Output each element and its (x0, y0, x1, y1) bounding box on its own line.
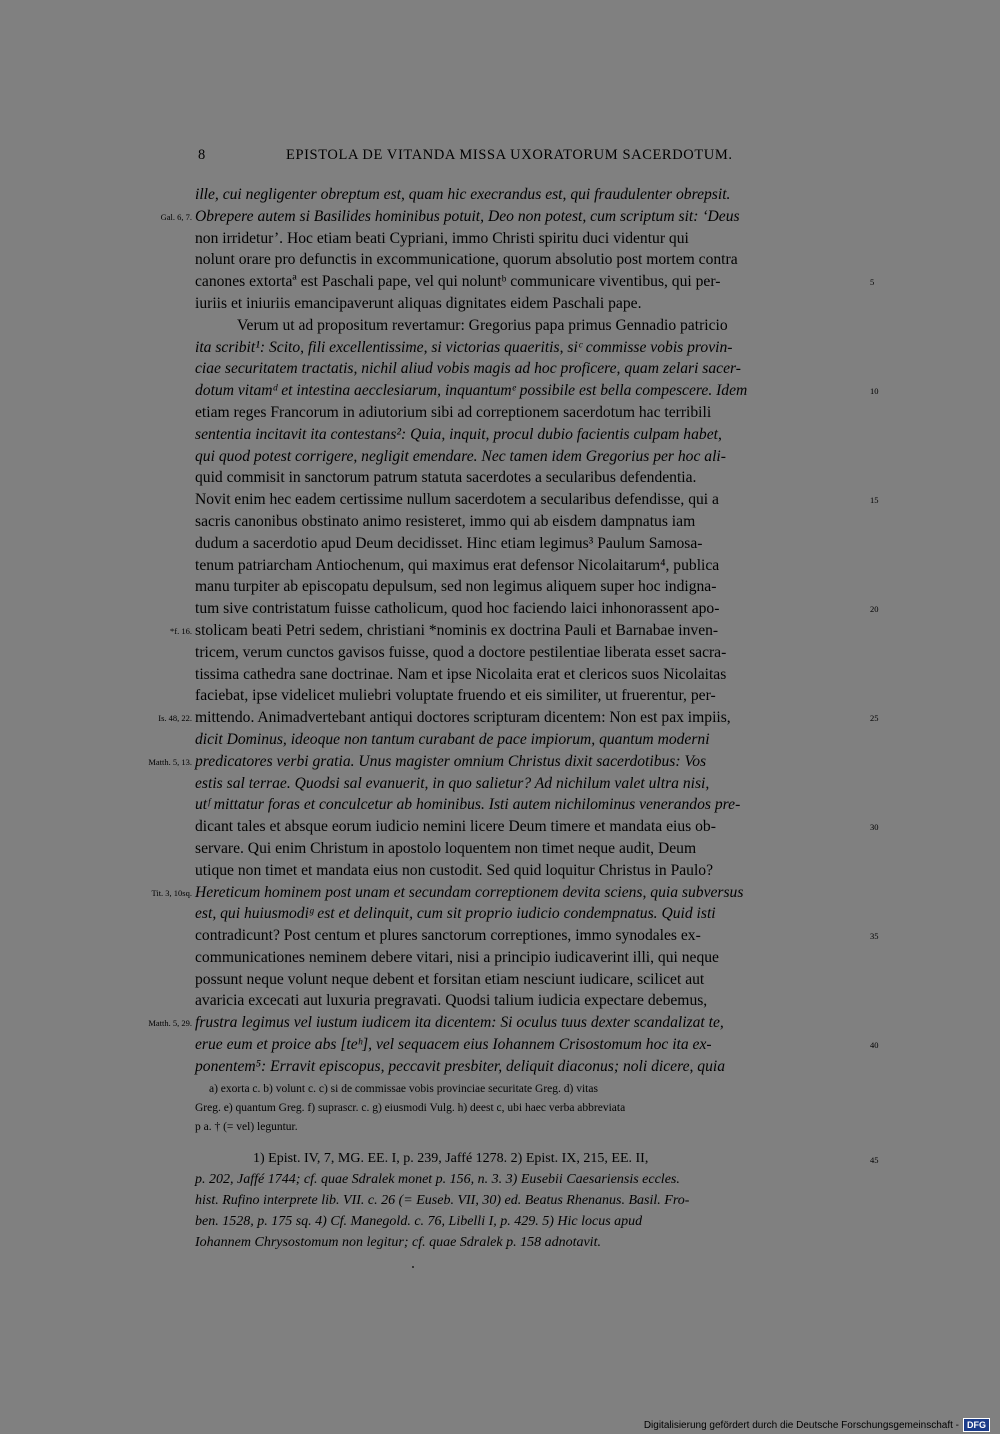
text-line: avaricia excecati aut luxuria pregravati. Quodsi talium iudicia expectare debemus, (195, 992, 708, 1010)
footer-credit (644, 1418, 990, 1432)
line-number: 20 (870, 604, 879, 615)
margin-reference: Tit. 3, 10sq. (151, 887, 192, 898)
apparatus-line: Greg. e) quantum Greg. f) suprascr. c. g) eiusmodi Vulg. h) deest c, ubi haec verba abbreviata (195, 1102, 626, 1114)
text-line: erue eum et proice abs [teʰ], vel sequacem eius Iohannem Crisostomum hoc ita ex- (195, 1036, 712, 1054)
footnote-line: Iohannem Chrysostomum non legitur; cf. quae Sdralek p. 158 adnotavit. (195, 1235, 601, 1250)
text-line: dicit Dominus, ideoque non tantum curabant de pace impiorum, quantum moderni (195, 730, 710, 748)
line-number: 30 (870, 822, 879, 833)
footnotes (195, 1148, 865, 1253)
margin-reference: Is. 48, 22. (158, 713, 192, 724)
text-line: ille, cui negligenter obreptum est, quam hic execrandus est, qui fraudulenter obrepsit. (195, 186, 731, 203)
apparatus-line: a) exorta c. b) volunt c. c) si de commissae vobis provinciae securitate Greg. d) vitas (209, 1083, 598, 1095)
page-number: 8 (198, 147, 206, 163)
running-title: EPISTOLA DE VITANDA MISSA UXORATORUM SACERDOTUM. (286, 147, 733, 163)
line-number: 15 (870, 495, 879, 506)
margin-reference: Gal. 6, 7. (160, 211, 192, 222)
margin-reference: Matth. 5, 29. (148, 1018, 192, 1029)
text-line: etiam reges Francorum in adiutorium sibi ad correptionem sacerdotum hac terribili (195, 403, 712, 421)
text-line: est, qui huiusmodiᵍ est et delinquit, cum sit proprio iudicio condempnatus. Quid isti (195, 905, 716, 923)
footnote-line: 1) Epist. IV, 7, MG. EE. I, p. 239, Jaffé 1278. 2) Epist. IX, 215, EE. II, (253, 1151, 649, 1166)
text-line: manu turpiter ab episcopatu depulsum, sed non legimus aliquem super hoc indigna- (195, 578, 717, 596)
text-line: nolunt orare pro defunctis in excommunicatione, quorum absolutio post mortem contra (195, 251, 738, 269)
line-number: 10 (870, 386, 879, 397)
text-line: Hereticum hominem post unam et secundam correptionem devita sciens, quia subversus (195, 883, 744, 901)
text-line: estis sal terrae. Quodsi sal evanuerit, in quo salietur? Ad nichilum valet ultra nisi, (195, 774, 710, 792)
critical-apparatus (195, 1080, 865, 1137)
text-line: Verum ut ad propositum revertamur: Gregorius papa primus Gennadio patricio (237, 316, 728, 334)
footer-text: Digitalisierung gefördert durch die Deutsche Forschungsgemeinschaft - (643, 1419, 959, 1431)
apparatus-line: p a. † (= vel) leguntur. (195, 1121, 298, 1133)
text-line: contradicunt? Post centum et plures sanctorum correptiones, immo synodales ex- (195, 927, 701, 945)
text-line: faciebat, ipse videlicet muliebri voluptate fruendo et eis similiter, ut fruerentur, per- (195, 687, 716, 705)
text-line: qui quod potest corrigere, negligit emendare. Nec tamen idem Gregorius per hoc ali- (195, 447, 726, 465)
footnote-line-number: 45 (870, 1155, 879, 1165)
text-line: dicant tales et absque eorum iudicio nemini licere Deum timere et mandata eius ob- (195, 818, 716, 836)
text-line: tricem, verum cunctos gavisos fuisse, quod a doctore pestilentiae liberata esset sacra- (195, 643, 727, 661)
print-speck (412, 1266, 414, 1268)
margin-reference: *f. 16. (170, 626, 192, 636)
text-line: mittendo. Animadvertebant antiqui doctores scripturam dicentem: Non est pax impiis, (195, 709, 731, 727)
text-line: dudum a sacerdotio apud Deum decidisset. Hinc etiam legimus³ Paulum Samosa- (195, 534, 703, 552)
text-line: stolicam beati Petri sedem, christiani *nominis ex doctrina Pauli et Barnabae inven- (195, 621, 719, 639)
margin-reference: Matth. 5, 13. (148, 756, 192, 767)
line-number: 25 (870, 713, 879, 724)
text-line: sacris canonibus obstinato animo resisteret, immo qui ab eisdem dampnatus iam (195, 512, 696, 530)
text-line: utique non timet et mandata eius non custodit. Sed quid loquitur Christus in Paulo? (195, 861, 714, 879)
text-line: iuriis et iniuriis emancipaverunt aliquas dignitates eidem Paschali pape. (195, 294, 642, 312)
line-number: 35 (870, 931, 879, 942)
text-line: possunt neque volunt neque debent et forsitan etiam nesciunt iudicare, scilicet aut (195, 970, 705, 988)
text-line: tenum patriarcham Antiochenum, qui maximus erat defensor Nicolaitarum⁴, publica (195, 556, 720, 574)
main-text (195, 184, 865, 1078)
text-line: communicationes neminem debere vitari, nisi a principio iudicaverint illi, qui neque (195, 948, 719, 966)
text-line: frustra legimus vel iustum iudicem ita dicentem: Si oculus tuus dexter scandalizat te, (195, 1014, 724, 1032)
text-line: tum sive contristatum fuisse catholicum, quod hoc faciendo laici inhonorassent apo- (195, 600, 720, 618)
line-number: 40 (870, 1040, 879, 1051)
text-line: ita scribit¹: Scito, fili excellentissime, si victorias quaeritis, siᶜ commisse vobis provin- (195, 338, 733, 356)
text-line: dotum vitamᵈ et intestina aecclesiarum, inquantumᵉ possibile est bella compescere. Idem (195, 382, 748, 400)
line-number: 5 (870, 277, 875, 288)
dfg-logo: DFG (963, 1418, 990, 1432)
text-line: ciae securitatem tractatis, nichil aliud vobis magis ad hoc proficere, quam zelari sacer- (195, 360, 741, 378)
text-line: Novit enim hec eadem certissime nullum sacerdotem a secularibus defendisse, qui a (195, 491, 719, 509)
footnote-line: ben. 1528, p. 175 sq. 4) Cf. Manegold. c. 76, Libelli I, p. 429. 5) Hic locus apud (195, 1214, 643, 1229)
text-line: tissima cathedra sane doctrinae. Nam et ipse Nicolaita erat et clericos suos Nicolaitas (195, 665, 727, 683)
page-header (198, 147, 868, 171)
text-line: ponentem⁵: Erravit episcopus, peccavit presbiter, deliquit diaconus; noli dicere, quia (195, 1057, 726, 1075)
text-line: predicatores verbi gratia. Unus magister omnium Christus dixit sacerdotibus: Vos (195, 752, 707, 770)
footnote-line: p. 202, Jaffé 1744; cf. quae Sdralek monet p. 156, n. 3. 3) Eusebii Caesariensis eccles. (195, 1172, 680, 1187)
text-line: utᶠ mittatur foras et conculcetur ab hominibus. Isti autem nichilominus venerandos pre- (195, 796, 741, 814)
text-line: servare. Qui enim Christum in apostolo loquentem non timet neque audit, Deum (195, 839, 697, 857)
text-line: quid commisit in sanctorum patrum statuta sacerdotes a secularibus defendentia. (195, 469, 697, 487)
footnote-line: hist. Rufino interprete lib. VII. c. 26 (= Euseb. VII, 30) ed. Beatus Rhenanus. Basil. Fro- (195, 1193, 690, 1208)
text-line: canones extortaª est Paschali pape, vel qui noluntᵇ communicare viventibus, qui per- (195, 273, 721, 291)
text-line: sententia incitavit ita contestans²: Quia, inquit, procul dubio facientis culpam habet, (195, 425, 722, 443)
text-line: Obrepere autem si Basilides hominibus potuit, Deo non potest, cum scriptum sit: ‘Deus (195, 207, 740, 225)
text-line: non irridetur’. Hoc etiam beati Cypriani, immo Christi spiritu duci videntur qui (195, 229, 689, 247)
